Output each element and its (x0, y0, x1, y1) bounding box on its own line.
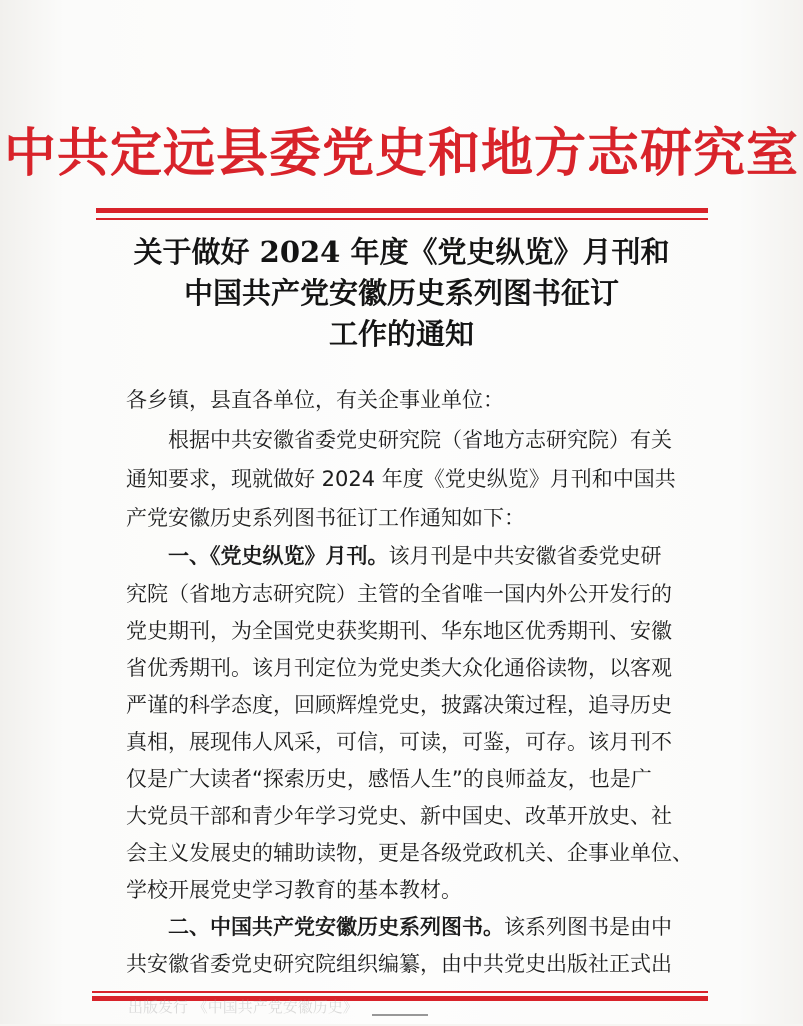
red-rule-thick-top (96, 208, 708, 213)
section1-line-8: 大党员干部和青少年学习党史、新中国史、改革开放史、社 (126, 804, 672, 828)
section2-line-2: 共安徽省委党史研究院组织编纂，由中共党史出版社正式出 (126, 952, 672, 976)
intro-line-3: 产党安徽历史系列图书征订工作通知如下： (126, 506, 525, 530)
section1-line-1: 该月刊是中共安徽省委党史研 (388, 544, 662, 568)
section1-line-7: 仅是广大读者“探索历史，感悟人生”的良师益友，也是广 (126, 767, 652, 791)
section1-heading: 一、《党史纵览》月刊。 (168, 543, 389, 568)
bleed-through-text: 出版发行 《中国共产党安徽历史》 (128, 998, 358, 1016)
section1-line-6: 真相，展现伟人风采，可信，可读，可鉴，可存。该月刊不 (126, 730, 672, 754)
organization-header: 中共定远县委党史和地方志研究室 (3, 123, 799, 184)
page-number-mark (372, 1014, 428, 1026)
section2-heading: 二、中国共产党安徽历史系列图书。 (168, 914, 504, 939)
section2-first-line (168, 913, 672, 941)
section1-line-3: 党史期刊，为全国党史获奖期刊、华东地区优秀期刊、安徽 (126, 619, 672, 643)
section2-line-1: 该系列图书是由中 (504, 915, 672, 939)
doc-title-line-2: 中国共产党安徽历史系列图书征订 (183, 276, 619, 310)
section1-line-5: 严谨的科学态度，回顾辉煌党史，披露决策过程，追寻历史 (126, 693, 672, 717)
intro-line-1: 根据中共安徽省委党史研究院（省地方志研究院）有关 (168, 428, 672, 452)
doc-title-line-1: 关于做好 2024 年度《党史纵览》月刊和 (133, 235, 670, 269)
doc-title-line-3: 工作的通知 (328, 317, 474, 351)
intro-line-2: 通知要求，现就做好 2024 年度《党史纵览》月刊和中国共 (126, 467, 676, 491)
section1-first-line (168, 542, 662, 570)
section1-line-9: 会主义发展史的辅助读物，更是各级党政机关、企事业单位、 (126, 841, 693, 865)
red-rule-thin-top (96, 218, 708, 220)
section1-line-4: 省优秀期刊。该月刊定位为党史类大众化通俗读物，以客观 (126, 656, 672, 680)
section1-line-10: 学校开展党史学习教育的基本教材。 (126, 878, 462, 902)
section1-line-2: 究院（省地方志研究院）主管的全省唯一国内外公开发行的 (126, 582, 672, 606)
red-rule-thin-bottom (92, 991, 708, 993)
salutation: 各乡镇，县直各单位，有关企事业单位： (126, 388, 504, 412)
